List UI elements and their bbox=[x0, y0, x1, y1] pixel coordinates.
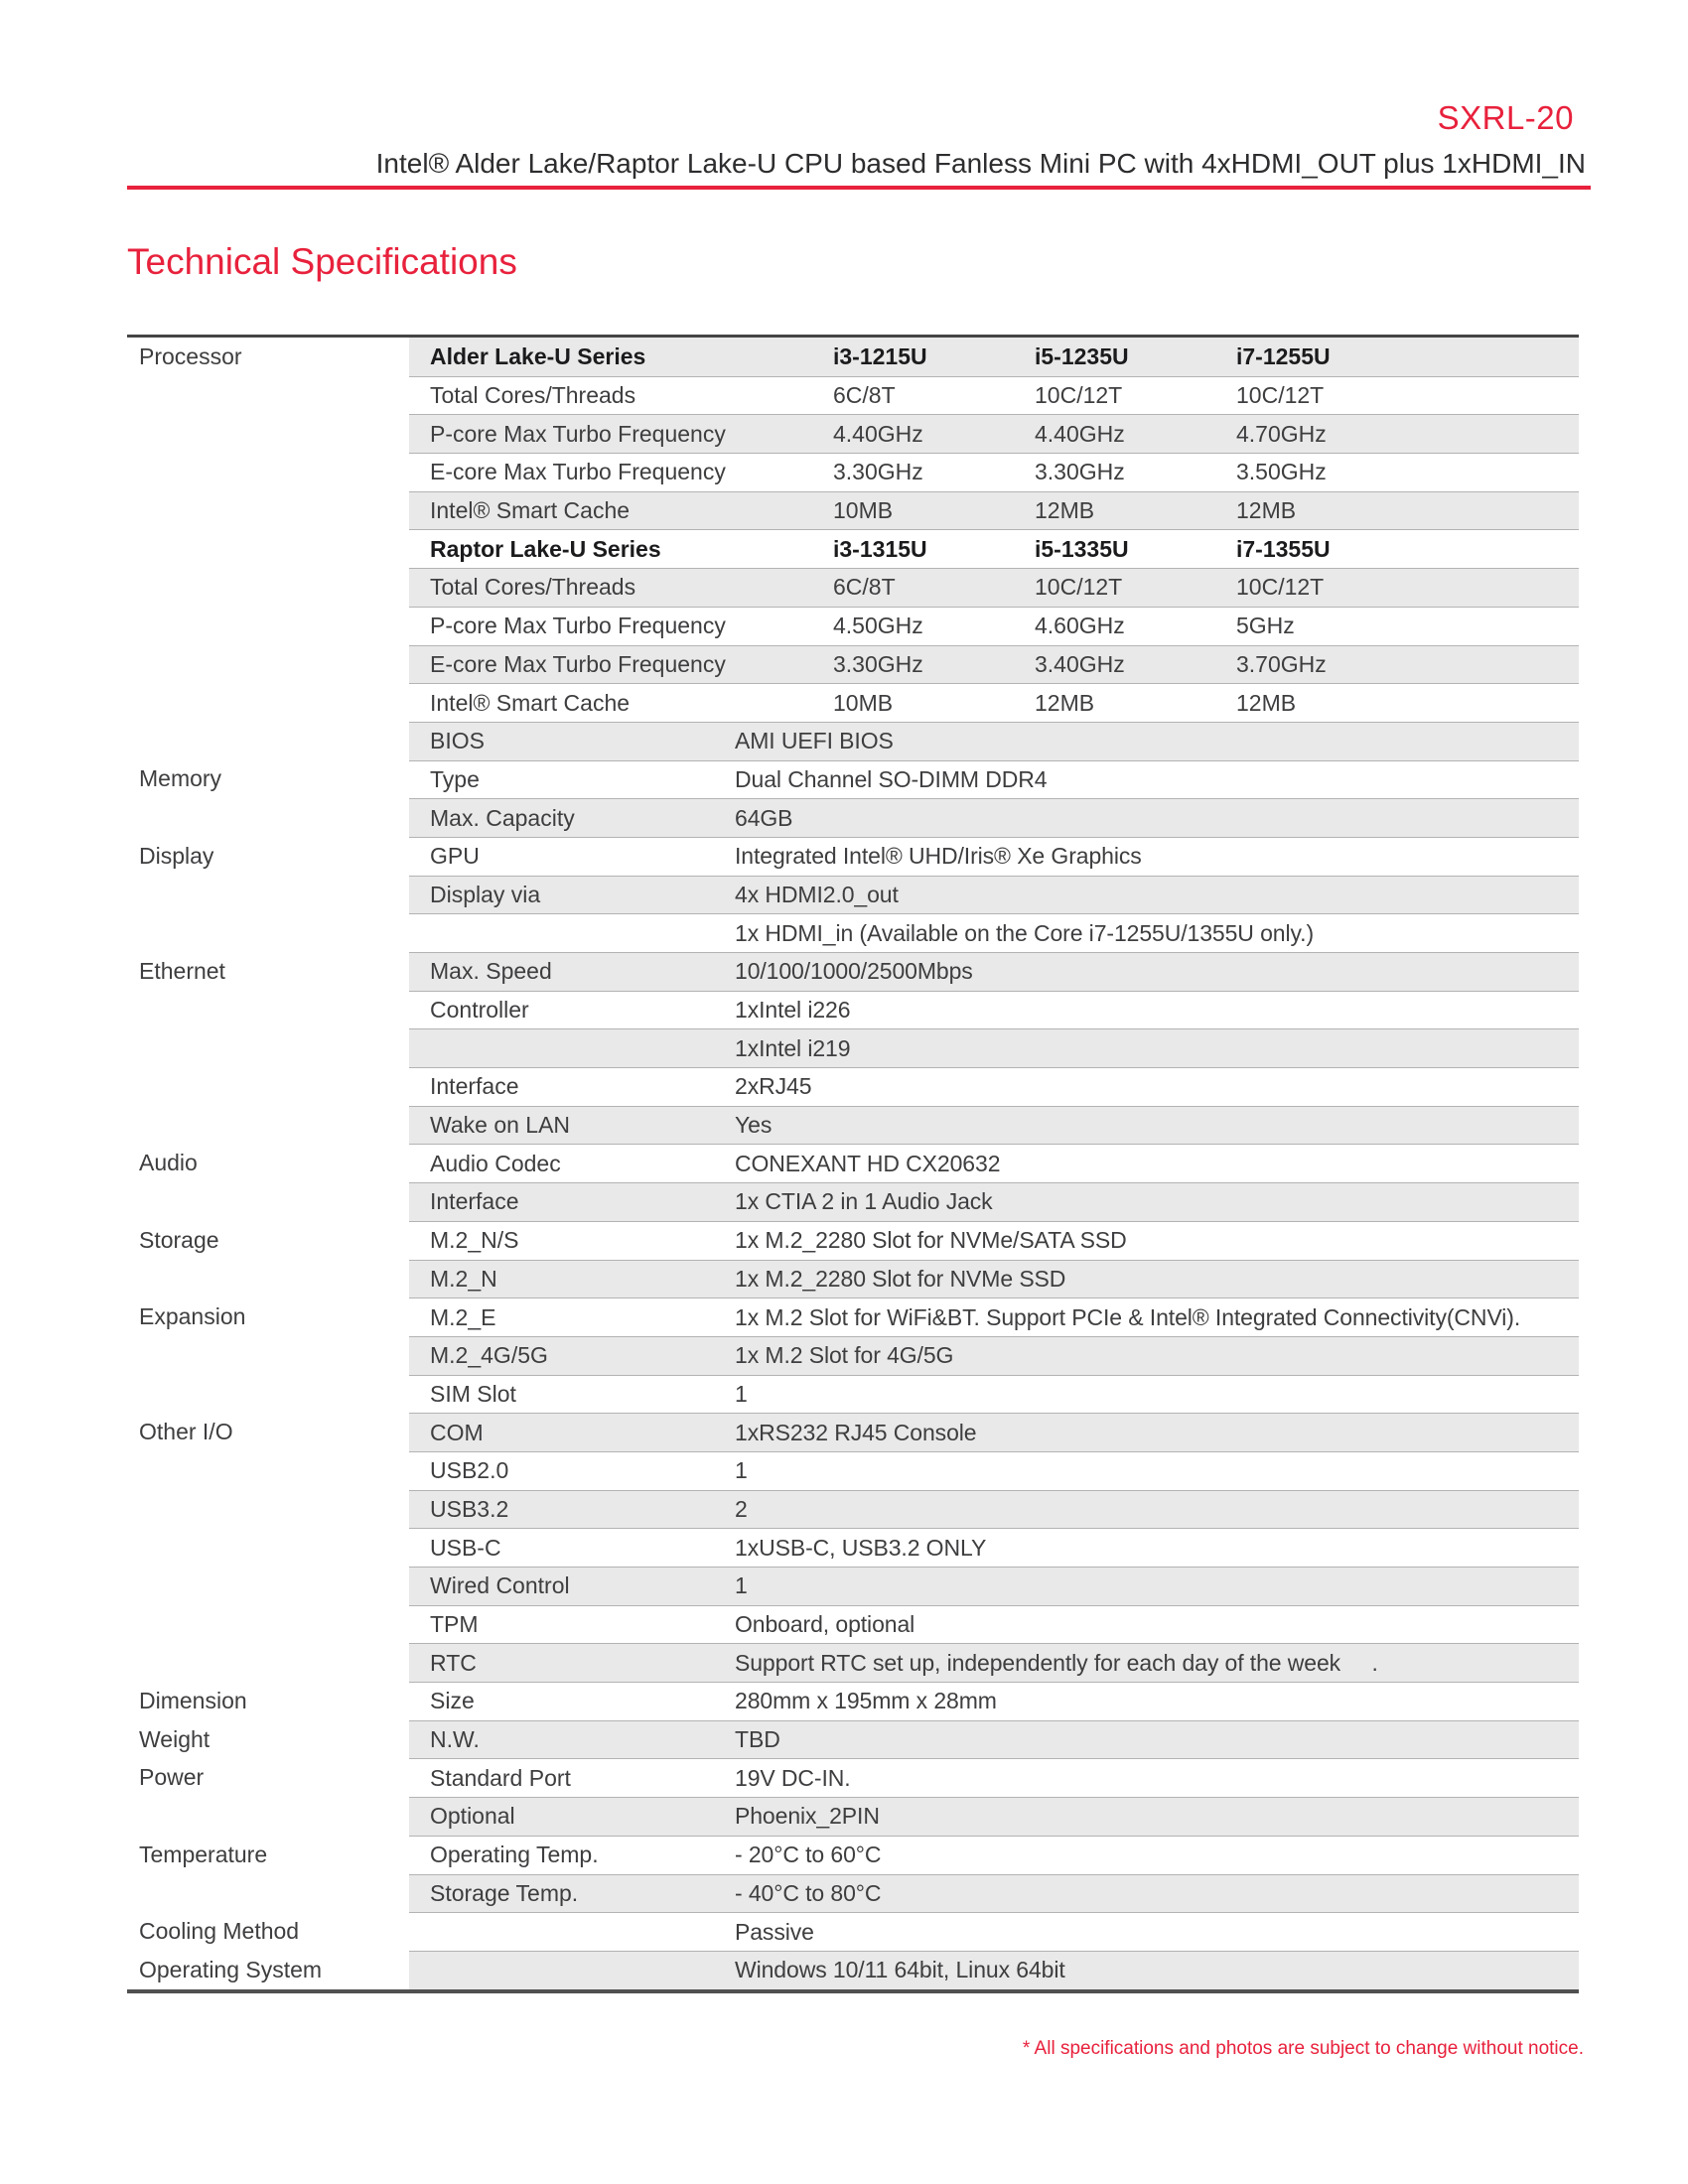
spec-band bbox=[409, 1106, 1579, 1145]
spec-label: Type bbox=[430, 765, 480, 792]
category-label bbox=[127, 1874, 409, 1913]
spec-band bbox=[409, 1028, 1579, 1067]
spec-row bbox=[127, 837, 1579, 876]
spec-band bbox=[409, 913, 1579, 952]
spec-value: 3.30GHz bbox=[833, 459, 923, 485]
spec-value: 4.40GHz bbox=[1035, 420, 1125, 447]
spec-row bbox=[127, 1758, 1579, 1797]
spec-label: Operating Temp. bbox=[430, 1842, 599, 1868]
spec-label: Size bbox=[430, 1688, 475, 1714]
spec-band bbox=[409, 1758, 1579, 1797]
spec-value: 64GB bbox=[735, 804, 793, 831]
spec-row bbox=[127, 1182, 1579, 1221]
spec-band bbox=[409, 1682, 1579, 1720]
category-label bbox=[127, 414, 409, 453]
section-heading: Technical Specifications bbox=[127, 241, 517, 282]
spec-band bbox=[409, 837, 1579, 876]
spec-row bbox=[127, 1260, 1579, 1298]
spec-value: 1xIntel i219 bbox=[735, 1034, 851, 1061]
spec-value: Phoenix_2PIN bbox=[735, 1803, 880, 1830]
spec-value: 6C/8T bbox=[833, 382, 896, 409]
spec-value: Windows 10/11 64bit, Linux 64bit bbox=[735, 1957, 1065, 1983]
category-label: Cooling Method bbox=[139, 1918, 300, 1945]
category-label: Other I/O bbox=[139, 1419, 233, 1445]
spec-value: i7-1255U bbox=[1236, 342, 1331, 369]
spec-label: COM bbox=[430, 1419, 484, 1445]
spec-row bbox=[127, 1528, 1579, 1567]
category-label: Dimension bbox=[139, 1687, 247, 1713]
spec-row bbox=[127, 1067, 1579, 1106]
spec-value: Yes bbox=[735, 1112, 773, 1139]
category-label bbox=[127, 1528, 409, 1567]
spec-label: Alder Lake-U Series bbox=[430, 342, 646, 369]
header-rule bbox=[127, 186, 1591, 190]
category-label bbox=[127, 1375, 409, 1414]
spec-label: Audio Codec bbox=[430, 1150, 561, 1176]
spec-label: USB-C bbox=[430, 1534, 501, 1561]
spec-value: - 20°C to 60°C bbox=[735, 1842, 882, 1868]
spec-value: 1 bbox=[735, 1457, 748, 1484]
category-label: Power bbox=[139, 1764, 205, 1791]
spec-label: P-core Max Turbo Frequency bbox=[430, 613, 726, 639]
category-label: Expansion bbox=[139, 1303, 246, 1330]
spec-value: i3-1315U bbox=[833, 535, 927, 562]
spec-value: 1x M.2 Slot for 4G/5G bbox=[735, 1342, 954, 1369]
spec-label: Controller bbox=[430, 997, 529, 1024]
spec-value: 10/100/1000/2500Mbps bbox=[735, 958, 973, 985]
spec-value: AMI UEFI BIOS bbox=[735, 728, 894, 754]
spec-value: 10C/12T bbox=[1236, 574, 1325, 601]
spec-band bbox=[409, 1874, 1579, 1913]
spec-value: i5-1235U bbox=[1035, 342, 1129, 369]
spec-label: TPM bbox=[430, 1611, 479, 1638]
spec-value: 5GHz bbox=[1236, 613, 1295, 639]
spec-row bbox=[127, 1413, 1579, 1451]
spec-value: 1 bbox=[735, 1572, 748, 1599]
spec-value: 280mm x 195mm x 28mm bbox=[735, 1688, 997, 1714]
spec-value: 1 bbox=[735, 1380, 748, 1407]
spec-row bbox=[127, 1336, 1579, 1375]
spec-label: BIOS bbox=[430, 728, 485, 754]
category-label bbox=[127, 376, 409, 415]
spec-value: Dual Channel SO-DIMM DDR4 bbox=[735, 765, 1048, 792]
category-label bbox=[127, 798, 409, 837]
spec-row bbox=[127, 1375, 1579, 1414]
spec-band bbox=[409, 529, 1579, 568]
spec-value: 3.40GHz bbox=[1035, 650, 1125, 677]
spec-band bbox=[409, 453, 1579, 491]
spec-band bbox=[409, 1336, 1579, 1375]
spec-label: M.2_N/S bbox=[430, 1227, 519, 1254]
spec-row bbox=[127, 1605, 1579, 1644]
spec-band bbox=[409, 568, 1579, 607]
page-subtitle: Intel® Alder Lake/Raptor Lake-U CPU based Fanless Mini PC with 4xHDMI_OUT plus 1xHDMI_IN bbox=[375, 148, 1586, 179]
spec-value: TBD bbox=[735, 1726, 780, 1753]
category-label: Audio bbox=[139, 1150, 198, 1176]
spec-band bbox=[409, 798, 1579, 837]
spec-row bbox=[127, 991, 1579, 1029]
spec-row bbox=[127, 529, 1579, 568]
spec-band bbox=[409, 952, 1579, 991]
category-label bbox=[127, 1567, 409, 1605]
spec-value: 1x M.2_2280 Slot for NVMe SSD bbox=[735, 1265, 1066, 1292]
spec-value: 2xRJ45 bbox=[735, 1073, 812, 1100]
spec-band bbox=[409, 1182, 1579, 1221]
spec-band bbox=[409, 338, 1579, 376]
spec-band bbox=[409, 1951, 1579, 1989]
category-label bbox=[127, 1067, 409, 1106]
spec-label: M.2_4G/5G bbox=[430, 1342, 548, 1369]
spec-label: Intel® Smart Cache bbox=[430, 689, 631, 716]
spec-row bbox=[127, 607, 1579, 645]
spec-band bbox=[409, 1797, 1579, 1836]
spec-row bbox=[127, 645, 1579, 684]
spec-value: i5-1335U bbox=[1035, 535, 1129, 562]
spec-value: 1xIntel i226 bbox=[735, 997, 851, 1024]
spec-label: Max. Speed bbox=[430, 958, 552, 985]
spec-value: i7-1355U bbox=[1236, 535, 1331, 562]
category-label bbox=[127, 1106, 409, 1145]
spec-label: Storage Temp. bbox=[430, 1879, 579, 1906]
spec-row bbox=[127, 1720, 1579, 1759]
category-label bbox=[127, 722, 409, 760]
spec-band bbox=[409, 876, 1579, 914]
category-label bbox=[127, 1797, 409, 1836]
spec-band bbox=[409, 1260, 1579, 1298]
spec-row bbox=[127, 798, 1579, 837]
category-label bbox=[127, 491, 409, 530]
category-label: Storage bbox=[139, 1226, 219, 1253]
spec-label: M.2_N bbox=[430, 1265, 497, 1292]
spec-band bbox=[409, 1375, 1579, 1414]
category-label: Memory bbox=[139, 765, 222, 792]
spec-row bbox=[127, 913, 1579, 952]
spec-band bbox=[409, 760, 1579, 799]
spec-row bbox=[127, 1144, 1579, 1182]
spec-row bbox=[127, 1797, 1579, 1836]
spec-value: - 40°C to 80°C bbox=[735, 1879, 882, 1906]
category-label bbox=[127, 568, 409, 607]
spec-row bbox=[127, 338, 1579, 376]
category-label bbox=[127, 1451, 409, 1490]
spec-label: Wake on LAN bbox=[430, 1112, 571, 1139]
category-label bbox=[127, 1182, 409, 1221]
spec-label: M.2_E bbox=[430, 1303, 496, 1330]
spec-value: 6C/8T bbox=[833, 574, 896, 601]
category-label bbox=[127, 1643, 409, 1682]
spec-table bbox=[127, 335, 1579, 1993]
spec-row bbox=[127, 1912, 1579, 1951]
spec-value: 10C/12T bbox=[1035, 574, 1123, 601]
spec-label: N.W. bbox=[430, 1726, 480, 1753]
spec-label: E-core Max Turbo Frequency bbox=[430, 459, 726, 485]
spec-row bbox=[127, 876, 1579, 914]
category-label bbox=[127, 991, 409, 1029]
spec-label: Total Cores/Threads bbox=[430, 382, 636, 409]
category-label bbox=[127, 529, 409, 568]
spec-value: 1x CTIA 2 in 1 Audio Jack bbox=[735, 1188, 993, 1215]
spec-row bbox=[127, 1221, 1579, 1260]
spec-band bbox=[409, 491, 1579, 530]
spec-label: Intel® Smart Cache bbox=[430, 497, 631, 524]
spec-label: SIM Slot bbox=[430, 1380, 516, 1407]
spec-band bbox=[409, 1413, 1579, 1451]
spec-row bbox=[127, 760, 1579, 799]
category-label bbox=[127, 1260, 409, 1298]
spec-band bbox=[409, 1836, 1579, 1874]
spec-row bbox=[127, 1490, 1579, 1529]
category-label bbox=[127, 1336, 409, 1375]
category-label bbox=[127, 1490, 409, 1529]
spec-label: Interface bbox=[430, 1188, 519, 1215]
spec-label: P-core Max Turbo Frequency bbox=[430, 420, 726, 447]
spec-row bbox=[127, 414, 1579, 453]
category-label: Display bbox=[139, 842, 214, 869]
category-label: Operating System bbox=[139, 1956, 323, 1982]
spec-row bbox=[127, 1028, 1579, 1067]
spec-value: CONEXANT HD CX20632 bbox=[735, 1150, 1001, 1176]
spec-label: Standard Port bbox=[430, 1764, 571, 1791]
spec-band bbox=[409, 376, 1579, 415]
spec-label: Wired Control bbox=[430, 1572, 570, 1599]
spec-band bbox=[409, 607, 1579, 645]
spec-band bbox=[409, 991, 1579, 1029]
spec-label: Interface bbox=[430, 1073, 519, 1100]
spec-value: 3.50GHz bbox=[1236, 459, 1327, 485]
spec-band bbox=[409, 645, 1579, 684]
category-label bbox=[127, 1605, 409, 1644]
spec-value: 4.50GHz bbox=[833, 613, 923, 639]
spec-row bbox=[127, 952, 1579, 991]
spec-value: 10C/12T bbox=[1236, 382, 1325, 409]
spec-row bbox=[127, 1682, 1579, 1720]
spec-label: Optional bbox=[430, 1803, 515, 1830]
spec-band bbox=[409, 1221, 1579, 1260]
spec-value: 10C/12T bbox=[1035, 382, 1123, 409]
category-label: Temperature bbox=[139, 1841, 268, 1867]
spec-value: 3.30GHz bbox=[1035, 459, 1125, 485]
spec-value: i3-1215U bbox=[833, 342, 927, 369]
spec-row bbox=[127, 1297, 1579, 1336]
spec-value: 2 bbox=[735, 1495, 748, 1522]
category-label bbox=[127, 607, 409, 645]
spec-band bbox=[409, 1720, 1579, 1759]
spec-row bbox=[127, 568, 1579, 607]
spec-row bbox=[127, 491, 1579, 530]
spec-row bbox=[127, 1106, 1579, 1145]
footnote: * All specifications and photos are subject to change without notice. bbox=[1022, 2038, 1584, 2059]
category-label bbox=[127, 683, 409, 722]
spec-value: Integrated Intel® UHD/Iris® Xe Graphics bbox=[735, 843, 1142, 870]
spec-value: Support RTC set up, independently for each day of the week . bbox=[735, 1649, 1378, 1676]
spec-row bbox=[127, 1951, 1579, 1989]
spec-label: USB3.2 bbox=[430, 1495, 509, 1522]
category-label: Processor bbox=[139, 342, 242, 369]
spec-band bbox=[409, 1490, 1579, 1529]
spec-row bbox=[127, 1643, 1579, 1682]
spec-value: 4.60GHz bbox=[1035, 613, 1125, 639]
spec-value: 1x M.2_2280 Slot for NVMe/SATA SSD bbox=[735, 1227, 1127, 1254]
spec-band bbox=[409, 1297, 1579, 1336]
category-label bbox=[127, 453, 409, 491]
spec-value: 12MB bbox=[1035, 689, 1095, 716]
category-label: Weight bbox=[139, 1725, 211, 1752]
spec-value: Passive bbox=[735, 1918, 814, 1945]
spec-band bbox=[409, 1067, 1579, 1106]
spec-row bbox=[127, 453, 1579, 491]
spec-value: 1x M.2 Slot for WiFi&BT. Support PCIe & Intel® Integrated Connectivity(CNVi). bbox=[735, 1303, 1521, 1330]
spec-row bbox=[127, 1567, 1579, 1605]
spec-label: RTC bbox=[430, 1649, 477, 1676]
spec-value: 1xUSB-C, USB3.2 ONLY bbox=[735, 1534, 987, 1561]
spec-band bbox=[409, 414, 1579, 453]
spec-value: 12MB bbox=[1236, 497, 1297, 524]
spec-value: 4x HDMI2.0_out bbox=[735, 881, 899, 907]
category-label bbox=[127, 645, 409, 684]
spec-label: Raptor Lake-U Series bbox=[430, 535, 661, 562]
spec-value: 1x HDMI_in (Available on the Core i7-1255U/1355U only.) bbox=[735, 919, 1315, 946]
category-label bbox=[127, 1028, 409, 1067]
spec-value: 3.30GHz bbox=[833, 650, 923, 677]
category-label bbox=[127, 876, 409, 914]
spec-value: 1xRS232 RJ45 Console bbox=[735, 1419, 977, 1445]
spec-value: 12MB bbox=[1236, 689, 1297, 716]
spec-value: 4.70GHz bbox=[1236, 420, 1327, 447]
spec-band bbox=[409, 1567, 1579, 1605]
spec-band bbox=[409, 1643, 1579, 1682]
model-number: SXRL-20 bbox=[1437, 99, 1574, 136]
spec-label: USB2.0 bbox=[430, 1457, 509, 1484]
spec-row bbox=[127, 1451, 1579, 1490]
spec-band bbox=[409, 722, 1579, 760]
spec-label: Display via bbox=[430, 881, 541, 907]
spec-row bbox=[127, 683, 1579, 722]
spec-label: E-core Max Turbo Frequency bbox=[430, 650, 726, 677]
spec-band bbox=[409, 1144, 1579, 1182]
spec-row bbox=[127, 1874, 1579, 1913]
category-label bbox=[127, 913, 409, 952]
spec-row bbox=[127, 722, 1579, 760]
spec-row bbox=[127, 376, 1579, 415]
spec-row bbox=[127, 1836, 1579, 1874]
spec-label: GPU bbox=[430, 843, 480, 870]
spec-value: 10MB bbox=[833, 689, 894, 716]
spec-band bbox=[409, 1605, 1579, 1644]
spec-value: 3.70GHz bbox=[1236, 650, 1327, 677]
spec-value: 12MB bbox=[1035, 497, 1095, 524]
spec-band bbox=[409, 1912, 1579, 1951]
spec-value: 19V DC-IN. bbox=[735, 1764, 851, 1791]
spec-band bbox=[409, 1528, 1579, 1567]
spec-value: 10MB bbox=[833, 497, 894, 524]
spec-band bbox=[409, 683, 1579, 722]
spec-band bbox=[409, 1451, 1579, 1490]
spec-label: Max. Capacity bbox=[430, 804, 575, 831]
category-label: Ethernet bbox=[139, 957, 225, 984]
spec-value: Onboard, optional bbox=[735, 1611, 915, 1638]
spec-label: Total Cores/Threads bbox=[430, 574, 636, 601]
spec-value: 4.40GHz bbox=[833, 420, 923, 447]
